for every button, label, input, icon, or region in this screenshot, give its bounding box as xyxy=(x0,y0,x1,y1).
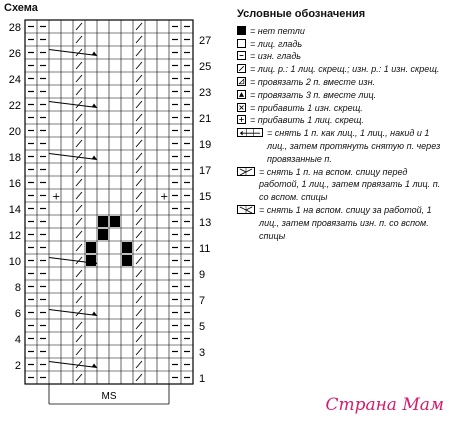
legend-item-k3tog xyxy=(237,89,447,102)
row-number-left: 16 xyxy=(8,178,21,190)
row-number-right: 1 xyxy=(199,373,206,385)
legend-item-twisted xyxy=(237,63,447,76)
row-number-left: 10 xyxy=(8,256,21,268)
legend xyxy=(237,8,447,242)
row-number-left: 18 xyxy=(8,152,21,164)
no-stitch-mark xyxy=(122,242,132,253)
legend-title: Условные обозначения xyxy=(237,8,366,20)
psso-icon xyxy=(237,128,263,137)
legend-text: = снять 1 на вспом. спицу за работой, 1 лиц., затем провязать изн. п. со вспом. спицы xyxy=(259,204,432,241)
triangle-outline-icon xyxy=(237,77,246,86)
legend-item-left-cross xyxy=(237,166,447,204)
row-number-right: 3 xyxy=(199,347,206,359)
inc-knit-mark: + xyxy=(52,191,61,203)
no-stitch-mark xyxy=(86,242,96,253)
row-number-right: 7 xyxy=(199,295,206,307)
no-stitch-mark xyxy=(110,216,120,227)
row-number-left: 12 xyxy=(8,230,21,242)
bottom-label: MS xyxy=(101,391,117,402)
legend-item-no-stitch xyxy=(237,25,447,38)
legend-text: = снять 1 п. как лиц., 1 лиц., накид и 1 лиц., затем протянуть снятую п. через провязанные п. xyxy=(267,128,441,164)
slash-square-icon xyxy=(237,64,246,73)
row-number-left: 8 xyxy=(14,282,21,294)
cross-icon xyxy=(237,103,246,112)
row-number-left: 22 xyxy=(8,100,21,112)
row-number-left: 14 xyxy=(8,204,21,216)
chart-title: Схема xyxy=(4,2,38,14)
row-number-right: 11 xyxy=(199,243,211,255)
legend-text: = изн. гладь xyxy=(250,51,302,62)
no-stitch-mark xyxy=(98,216,108,227)
plus-icon xyxy=(237,115,246,124)
legend-text: = лиц. гладь xyxy=(250,38,303,49)
row-number-left: 20 xyxy=(8,126,21,138)
no-stitch-mark xyxy=(122,255,132,266)
row-number-right: 17 xyxy=(199,165,212,177)
no-stitch-mark xyxy=(86,255,96,266)
row-number-right: 23 xyxy=(199,87,212,99)
dash-square-icon xyxy=(237,51,246,60)
row-number-right: 27 xyxy=(199,35,212,47)
row-number-left: 26 xyxy=(8,48,21,60)
row-number-right: 19 xyxy=(199,139,212,151)
watermark: Страна Мам xyxy=(325,395,444,415)
legend-item-knit xyxy=(237,38,447,51)
empty-square-icon xyxy=(237,39,246,48)
row-number-left: 4 xyxy=(14,334,21,346)
row-number-right: 13 xyxy=(199,217,212,229)
row-number-left: 28 xyxy=(8,22,21,34)
legend-item-p2tog xyxy=(237,76,447,89)
legend-item-psso xyxy=(237,127,447,165)
inc-knit-mark: + xyxy=(160,191,169,203)
legend-text: = провязать 2 п. вместе изн. xyxy=(250,76,376,87)
row-number-right: 9 xyxy=(199,269,206,281)
triangle-filled-icon xyxy=(237,90,246,99)
row-number-left: 2 xyxy=(14,360,21,372)
legend-item-inc-purl xyxy=(237,102,447,115)
legend-text: = прибавить 1 лиц. скрещ. xyxy=(250,115,364,126)
legend-text: = провязать 3 п. вместе лиц. xyxy=(250,89,377,100)
legend-text: = прибавить 1 изн. скрещ. xyxy=(250,102,363,113)
row-number-right: 21 xyxy=(199,113,212,125)
row-number-left: 6 xyxy=(14,308,21,320)
row-number-right: 25 xyxy=(199,61,212,73)
row-number-right: 15 xyxy=(199,191,212,203)
row-number-left: 24 xyxy=(8,74,21,86)
legend-item-purl xyxy=(237,50,447,63)
filled-square-icon xyxy=(237,26,246,35)
no-stitch-mark xyxy=(98,229,108,240)
legend-item-inc-knit xyxy=(237,114,447,127)
legend-text: = нет петли xyxy=(250,25,305,36)
row-number-right: 5 xyxy=(199,321,206,333)
legend-text: = лиц. р.: 1 лиц. скрещ.; изн. р.: 1 изн. скрещ. xyxy=(250,64,440,75)
left-cross-icon xyxy=(237,167,255,176)
legend-item-right-cross xyxy=(237,204,447,242)
legend-text: = снять 1 п. на вспом. спицу перед работой, 1 лиц., затем првязать 1 лиц. п. со вспом. спицы xyxy=(259,166,441,203)
right-cross-icon xyxy=(237,205,255,214)
